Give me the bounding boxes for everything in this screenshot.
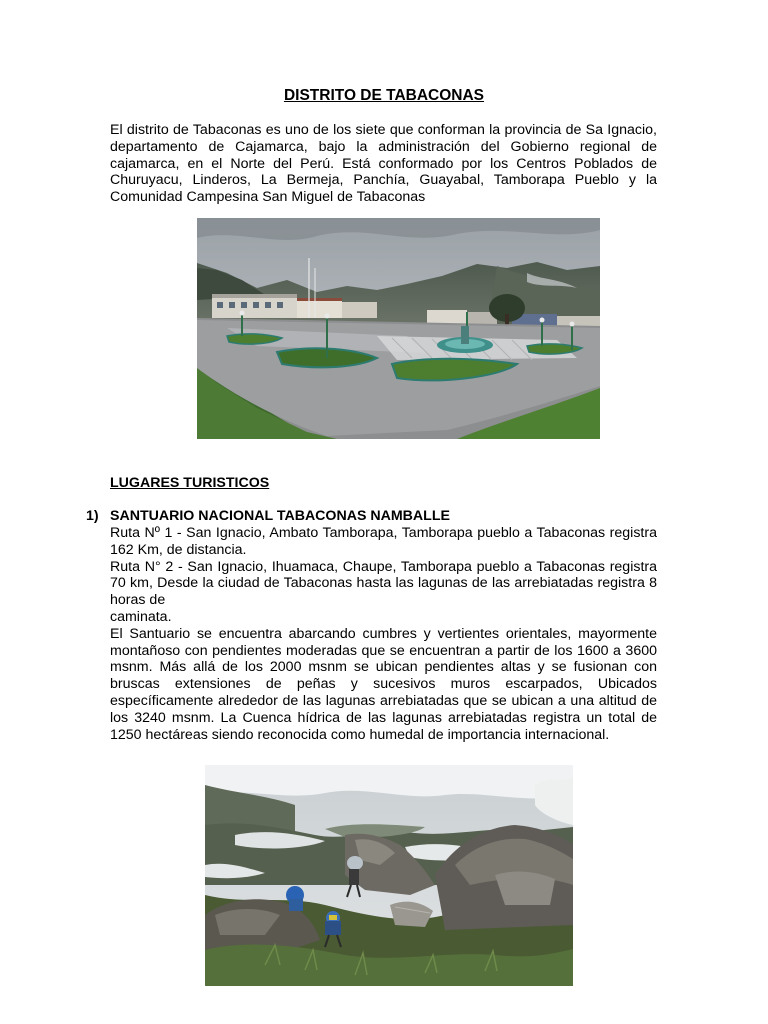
plaza-photo <box>197 218 600 439</box>
route-2-continuation: caminata. <box>110 608 172 625</box>
section-heading: LUGARES TURISTICOS <box>110 475 270 491</box>
route-1-text: Ruta Nº 1 - San Ignacio, Ambato Tamborapa, Tamborapa pueblo a Tabaconas registra 162 Km, de distancia. <box>110 525 657 558</box>
list-item-title: SANTUARIO NACIONAL TABACONAS NAMBALLE <box>110 508 450 524</box>
intro-paragraph: El distrito de Tabaconas es uno de los siete que conforman la provincia de Sa Ignacio, departamento de Cajamarca, bajo la administración del Gobierno regional de cajamarca, en el Norte del Perú. Está conformado por los Centros Poblados de Churuyacu, Linderos, La Bermeja, Panchía, Guayabal, Tamborapa Pueblo y la Comunidad Campesina San Miguel de Tabaconas <box>110 122 657 206</box>
list-item-number: 1) <box>86 508 99 524</box>
description-text: El Santuario se encuentra abarcando cumbres y vertientes orientales, mayormente montañoso con pendientes moderadas que se encuentran a partir de los 1600 a 3600 msnm. Más allá de los 2000 msnm se ubican pendientes altas y se fusionan con bruscas extensiones de peñas y sucesivos muros escarpados, Ubicados específicamente alrededor de las lagunas arrebiatadas que se ubican a una altitud de los 3240 msnm. La Cuenca hídrica de las lagunas arrebiatadas registra un total de 1250 hectáreas siendo reconocida como humedal de importancia internacional. <box>110 625 657 743</box>
route-2-text: Ruta N° 2 - San Ignacio, Ihuamaca, Chaupe, Tamborapa pueblo a Tabaconas registra 70 km, Desde la ciudad de Tabaconas hasta las lagunas de las arrebiatadas registra 8 horas de <box>110 558 657 609</box>
page-title: DISTRITO DE TABACONAS <box>283 87 485 104</box>
list-item-body <box>110 525 657 743</box>
summit-photo <box>205 765 573 986</box>
